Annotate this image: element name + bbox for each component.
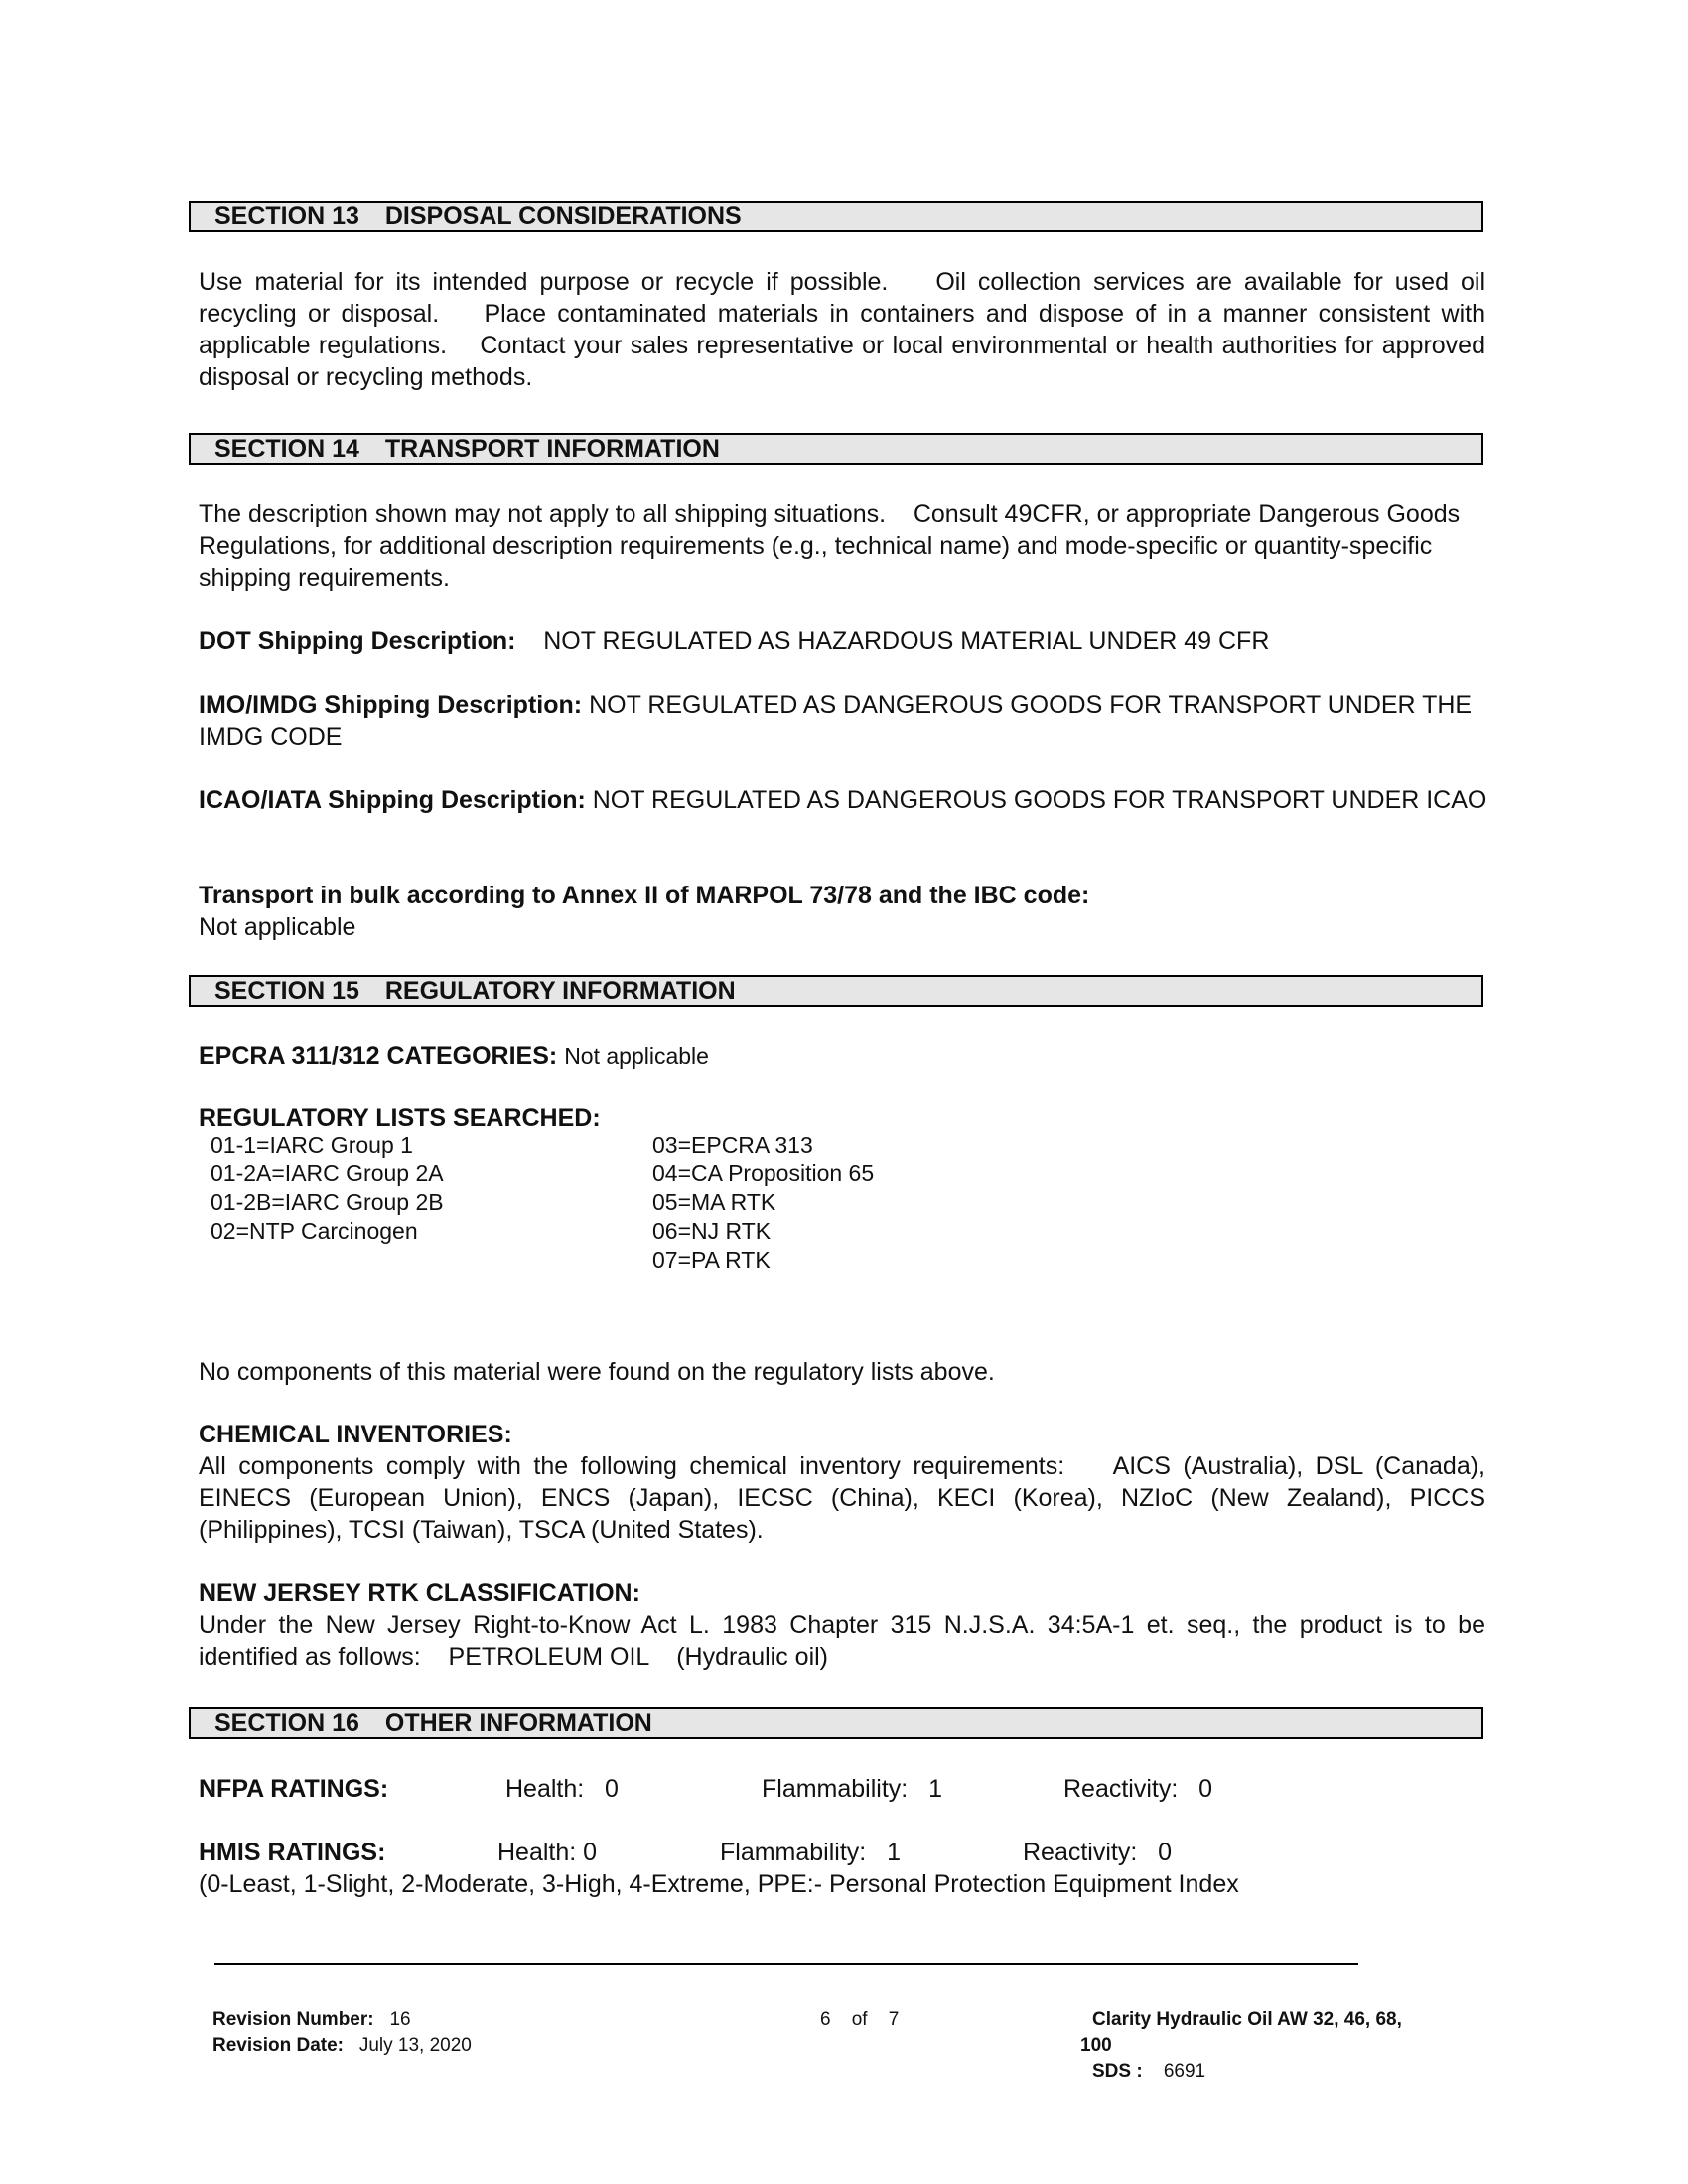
imo-value: NOT REGULATED AS DANGEROUS GOODS FOR TRANSPORT UNDER THE IMDG CODE	[199, 691, 1479, 751]
page-of: of	[851, 2009, 868, 2030]
list-item: 04=CA Proposition 65	[652, 1160, 875, 1186]
list-item: 03=EPCRA 313	[652, 1132, 813, 1158]
transport-intro: The description shown may not apply to all shipping situations. Consult 49CFR, or appropriate Dangerous Goods Regulations, for additional description requirements (e.g., technical name) and mode-specific or quantity-specific shipping requirements.	[199, 500, 1468, 592]
list-item: 01-2B=IARC Group 2B	[211, 1189, 444, 1215]
inventories-label: CHEMICAL INVENTORIES:	[199, 1421, 512, 1448]
revision-number	[212, 2007, 411, 2033]
revision-date-value: July 13, 2020	[358, 2035, 472, 2056]
footer-divider	[214, 1963, 1358, 1965]
section-15-title: REGULATORY INFORMATION	[384, 977, 736, 1005]
hmis-flammability: Flammability: 1	[720, 1839, 901, 1866]
section-13-header	[189, 201, 1483, 232]
chemical-inventories	[199, 1419, 1492, 1546]
bulk-transport	[199, 880, 1489, 943]
list-item: 06=NJ RTK	[652, 1218, 772, 1244]
section-13-title: DISPOSAL CONSIDERATIONS	[384, 203, 742, 230]
nfpa-label: NFPA RATINGS:	[199, 1775, 389, 1803]
imo-label: IMO/IMDG Shipping Description:	[199, 691, 583, 719]
product-name-line2: 100	[1080, 2035, 1112, 2056]
icao-shipping	[199, 784, 1489, 816]
section-16-header	[189, 1707, 1483, 1739]
disposal-text: Use material for its intended purpose or recycle if possible. Oil collection services are available for used oil recycling or disposal. Place contaminated materials in containers and dispose of in a manner consistent with applicable regulations. Contact your sales representative or local environmental or health authorities for approved disposal or recycling methods.	[199, 268, 1492, 391]
revision-date-label: Revision Date:	[212, 2035, 344, 2056]
imo-shipping	[199, 689, 1489, 752]
sds-number	[1092, 2059, 1205, 2085]
section-14-number: SECTION 14	[214, 435, 359, 463]
nfpa-flammability: Flammability: 1	[762, 1775, 942, 1803]
sds-value: 6691	[1163, 2061, 1206, 2082]
list-item: 01-1=IARC Group 1	[211, 1132, 413, 1158]
bulk-value: Not applicable	[199, 913, 356, 941]
page-current: 6	[820, 2009, 831, 2030]
page-number	[820, 2007, 899, 2033]
icao-label: ICAO/IATA Shipping Description:	[199, 786, 586, 814]
bulk-label: Transport in bulk according to Annex II of MARPOL 73/78 and the IBC code:	[199, 882, 1090, 909]
dot-label: DOT Shipping Description:	[199, 627, 516, 655]
section-15-number: SECTION 15	[214, 977, 359, 1005]
list-item: 05=MA RTK	[652, 1189, 776, 1215]
hmis-health: Health: 0	[497, 1839, 598, 1866]
section-15-header	[189, 975, 1483, 1007]
page-total: 7	[888, 2009, 900, 2030]
section-16-number: SECTION 16	[214, 1709, 359, 1737]
section-14-header	[189, 433, 1483, 465]
regulatory-lists-right	[652, 1131, 874, 1275]
revision-number-label: Revision Number:	[212, 2009, 374, 2030]
dot-value: NOT REGULATED AS HAZARDOUS MATERIAL UNDER 49 CFR	[543, 627, 1270, 655]
regulatory-lists-label: REGULATORY LISTS SEARCHED:	[199, 1104, 601, 1132]
product-name-line1: Clarity Hydraulic Oil AW 32, 46, 68,	[1092, 2009, 1402, 2030]
nj-rtk-classification	[199, 1577, 1492, 1673]
section-16-title: OTHER INFORMATION	[384, 1709, 652, 1737]
nfpa-health: Health: 0	[505, 1775, 619, 1803]
section-14-title: TRANSPORT INFORMATION	[384, 435, 720, 463]
list-item: 02=NTP Carcinogen	[211, 1218, 418, 1244]
revision-date	[212, 2033, 472, 2059]
sds-label: SDS :	[1092, 2061, 1143, 2082]
revision-number-value: 16	[389, 2009, 411, 2030]
hmis-reactivity: Reactivity: 0	[1023, 1839, 1173, 1866]
hmis-label: HMIS RATINGS:	[199, 1839, 386, 1866]
no-components-text: No components of this material were found on the regulatory lists above.	[199, 1358, 995, 1386]
nj-rtk-text: Under the New Jersey Right-to-Know Act L. 1983 Chapter 315 N.J.S.A. 34:5A-1 et. seq., the product is to be identified as follows: PETROLEUM OIL (Hydraulic oil)	[199, 1611, 1492, 1671]
nfpa-reactivity: Reactivity: 0	[1063, 1775, 1213, 1803]
dot-shipping	[199, 625, 1489, 657]
ratings-scale: (0-Least, 1-Slight, 2-Moderate, 3-High, 4-Extreme, PPE:- Personal Protection Equipment Index	[199, 1870, 1239, 1898]
nj-rtk-label: NEW JERSEY RTK CLASSIFICATION:	[199, 1579, 640, 1607]
epcra-value: Not applicable	[564, 1043, 709, 1069]
list-item: 07=PA RTK	[652, 1247, 771, 1273]
section-13-number: SECTION 13	[214, 203, 359, 230]
epcra-label: EPCRA 311/312 CATEGORIES:	[199, 1042, 558, 1070]
icao-value: NOT REGULATED AS DANGEROUS GOODS FOR TRANSPORT UNDER ICAO	[592, 786, 1487, 814]
epcra-categories	[199, 1040, 1489, 1072]
list-item: 01-2A=IARC Group 2A	[211, 1160, 444, 1186]
regulatory-lists-left	[211, 1131, 444, 1246]
inventories-text: All components comply with the following chemical inventory requirements: AICS (Australia), DSL (Canada), EINECS (European Union), ENCS (Japan), IECSC (China), KECI (Korea), NZIoC (New Zealand), PICCS (Philippines), TCSI (Taiwan), TSCA (United States).	[199, 1452, 1492, 1544]
